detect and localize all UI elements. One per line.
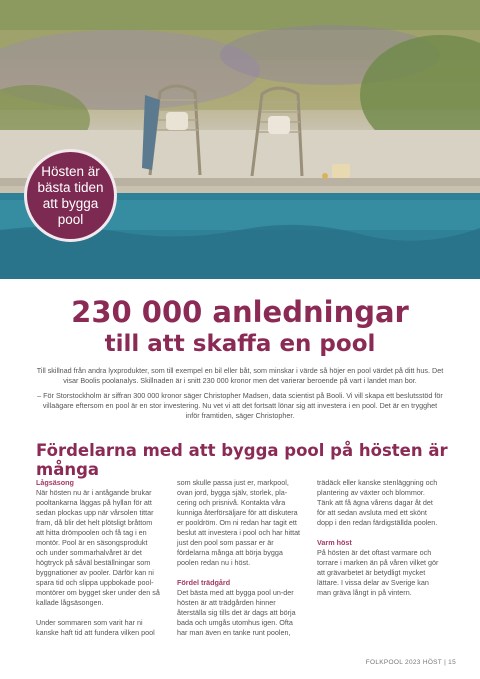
column-paragraph: När hösten nu är i antågande brukar pooltankarna läggas på hyllan för att sedan plockas upp när vårsolen tittar fram, då blir det helt plötsligt bråttom att hitta drömpoolen och få tag i en montör. Pool är en säsongsprodukt och under sommarhalvåret är det högtryck på såväl beställningar som byggnationer av pooler. Därför kan ni spara tid och slippa uppbokade pool-montörer om bygget sker under den så kallade lågsäsongen. <box>36 488 160 607</box>
intro-paragraph-2: – För Storstockholm är siffran 300 000 kronor säger Christopher Madsen, data scientist på Booli. Vi vill skapa ett beslutsstöd för villaägare eftersom en pool är en stor investering. Nu vet vi att det fortsatt lönar sig att investera i en pool. Det är en trygghet inför framtiden, säger Christopher. <box>37 391 443 420</box>
article-column-1 <box>36 478 160 648</box>
column-paragraph: Det bästa med att bygga pool un-der hösten är att trädgården hinner återställa sig tills det är dags att börja bada och umgås utomhus igen. Ofta har man även en tanke runt poolen, <box>177 588 296 637</box>
column-heading: Fördel trädgård <box>177 578 231 587</box>
season-badge: Hösten är bästa tiden att bygga pool <box>24 149 117 242</box>
intro-paragraph-1: Till skillnad från andra lyxprodukter, som till exempel en bil eller båt, som minskar i värde så höjer en pool värdet på ditt hus. Det visar Boolis poolanalys. Skillnaden är i snitt 230 000 kronor men det varierar beroende på vart i landet man bor. <box>36 366 444 385</box>
article-column-2 <box>177 478 301 648</box>
headline-line-1: 230 000 anledningar <box>71 295 409 329</box>
column-heading: Varm höst <box>317 538 352 547</box>
column-heading: Lågsäsong <box>36 478 74 487</box>
column-paragraph: som skulle passa just er, markpool, ovan jord, bygga själv, storlek, pla-cering och prisnivå. Kontakta våra kunniga återförsäljare för att diskutera er pooldröm. Om ni redan har tagit ett beslut att investera i pool och har hittat just den pool som passar er är fördelarna många att börja bygga poolen redan nu i höst. <box>177 478 301 567</box>
column-paragraph: trädäck eller kanske stenläggning och plantering av växter och blommor. Tänk att få ägna vårens dagar åt det för att sedan avsluta med ett skönt dopp i den redan färdigställda poolen. <box>317 478 438 527</box>
hero-photo <box>0 0 480 279</box>
column-paragraph: Under sommaren som varit har ni kanske haft tid att fundera vilken pool <box>36 618 155 637</box>
article-column-3 <box>317 478 441 608</box>
page-footer: FOLKPOOL 2023 HÖST | 15 <box>365 659 456 666</box>
section-heading: Fördelarna med att bygga pool på hösten är många <box>36 441 448 479</box>
column-paragraph: På hösten är det oftast varmare och torrare i marken än på våren vilket gör att grävarbetet är betydligt mycket lättare. I vissa delar av Sverige kan man gräva långt in på vintern. <box>317 548 439 597</box>
headline-line-2: till att skaffa en pool <box>104 331 376 357</box>
